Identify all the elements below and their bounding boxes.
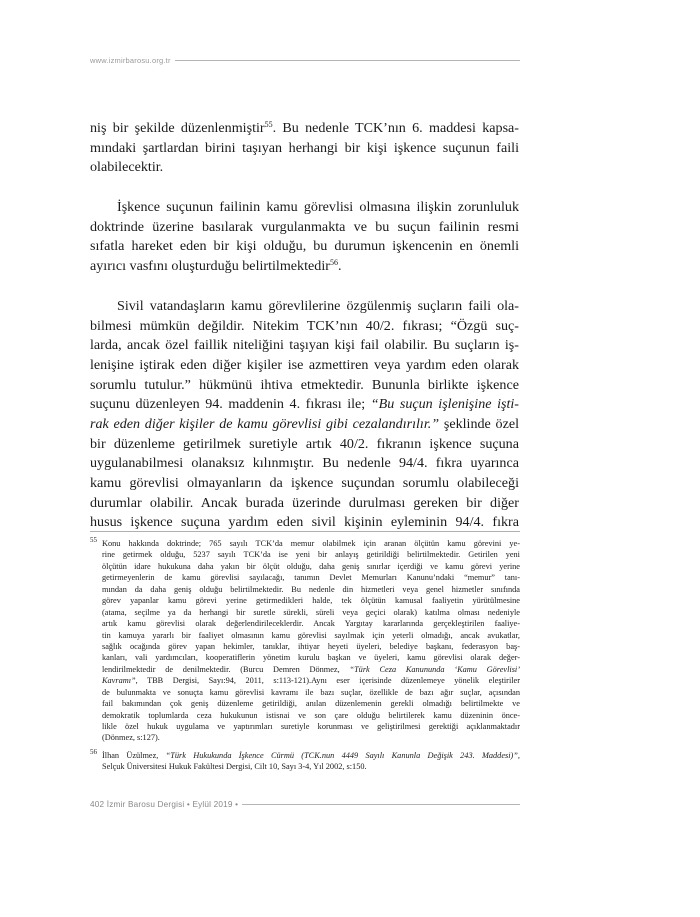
text-line: İşkence suçunun failinin kamu görevlisi olmasına ilişkin zorunluluk	[117, 199, 519, 216]
footnote-number: 56	[90, 747, 97, 756]
footnote-line: Kavramı”, TBB Dergisi, Sayı:94, 2011, s:113-121).Aynı eser içerisinde düzenlemeye yönelik eleştiriler	[102, 676, 520, 686]
footnote-line: de bulunmakta ve sonuçta kamu görevlisi kavramı ile bazı suçlar, özellikle de bazı ağır suçlar, açısından	[102, 687, 520, 697]
footnote-ref-56[interactable]: 56	[329, 258, 338, 268]
footnote-line: (atama, seçilme ya da herhangi bir suretle sürekli, süreli veya geçici olarak) katılma olması nedeniyle	[102, 607, 520, 617]
footnote-line: sağlık ocağında görev yapan hekimler, tanıklar, ihtiyar heyeti üyeleri, belediye başkanı, federasyon baş-	[102, 641, 520, 651]
footnote-line: görev yapanlar kamu görevi yerine getirmedikleri halde, tek ölçütün kamusal faaliyetin yürütülmesine	[102, 596, 520, 606]
text-line: lenişine iştirak eden diğer kişiler ise azmettiren veya yardım eden olarak	[90, 356, 519, 373]
text-line: larda, ancak özel faillik niteliğini taşıyan kişi fail olabilir. Bu suçların iş-	[90, 337, 519, 354]
footnote-line: demokratik toplumlarda ceza hukukunun istisnai ve son çare olduğu belirtilerek kamu düzeninin önce-	[102, 710, 520, 720]
footnote-line: lendirilmektedir de denilmektedir. (Burcu Demren Dönmez, “Türk Ceza Kanununda ‘Kamu Görevlisi’	[102, 664, 520, 674]
footer-rule	[242, 804, 520, 805]
footnotes	[90, 538, 520, 773]
text-line: sorumlu tutulur.” hükmünü ihtiva etmektedir. Bununla birlikte işkence	[90, 376, 519, 393]
footnote-line: tin kamuya yararlı bir faaliyet olmasının kamu görevlisi sayılmak için yeterli olmadığı, ancak avukatlar,	[102, 630, 520, 640]
italic-title: “Türk Hukukunda İşkence Cürmü (TCK.nun 4449 Sayılı Kanunla Değişik 243. Maddesi)”	[165, 750, 518, 760]
page-header	[90, 56, 520, 65]
footnote-ref-55[interactable]: 55	[264, 120, 273, 129]
footnote-line: mından da daha geniş olduğu belirtilmektedir. Bu nedenle din hizmetleri veya genel hizmetler sınıfında	[102, 584, 520, 594]
footnote-line: Konu hakkında doktrinde; 765 sayılı TCK’da memur olabilmek için aranan ölçütün kamu görevini ye-	[102, 539, 520, 548]
footnote-line: fail bakımından çok geniş düzenleme getirildiği, anılan düzenlemenin gerekli olmadığı belirtilmekte ve	[102, 699, 520, 709]
footnote-separator	[90, 531, 520, 532]
header-url[interactable]: www.izmirbarosu.org.tr	[90, 56, 171, 65]
text-line: mındaki şartlardan birini taşıyan herhangi bir kişi işkence suçunun faili	[90, 139, 519, 156]
text-line: sıfatla hareket eden bir kişi olduğu, bu durumun işkencenin en önemli	[90, 238, 519, 255]
page-footer	[90, 800, 520, 809]
text-line: niş bir şekilde düzenlenmiştir$^{55}$. Bu nedenle TCK’nın 6. maddesi kapsa-	[90, 120, 519, 136]
text-line: rak eden diğer kişiler de kamu görevlisi gibi cezalandırılır.” şeklinde özel	[90, 415, 520, 432]
footnote-line: artık kamu görevlisi olarak değerlendirileceklerdir. Ancak Yargıtay kararlarında gerçekleştirilen faaliye-	[102, 619, 520, 629]
text-line: bir düzenleme getirilmek suretiyle artık 40/2. fıkranın işkence suçuna	[90, 435, 519, 452]
text-line: ayırıcı vasfını oluşturduğu belirtilmektedir$^{56}$.	[90, 258, 342, 275]
paragraph	[90, 119, 519, 178]
text-line: doktrinde üzerine basılarak vurgulanmakta ve bu suçun failinin resmi	[90, 218, 519, 235]
italic-title: “Türk Ceza Kanununda ‘Kamu Görevlisi’	[349, 664, 520, 674]
text-line: durumlar olabilir. Ancak burada üzerinde durulması gereken bir diğer	[90, 494, 519, 511]
italic-quote: “Bu suçun işlenişine işti-	[370, 396, 519, 413]
footnote-line: rine getirmek olduğu, 5237 sayılı TCK’da ise yeni bir anlayış getirildiği belirtilmektedir. Getirilen yeni	[102, 550, 520, 560]
italic-quote: rak eden diğer kişiler de kamu görevlisi gibi cezalandırılır.”	[90, 415, 440, 432]
text-line: olabilecektir.	[90, 159, 164, 176]
footnote-55	[90, 538, 520, 744]
body-text	[90, 119, 519, 533]
footnote-line: (Dönmez, s:127).	[102, 733, 160, 743]
footnote-line: ölçütün idare hukukuna daha yakın bir ölçüt olduğu, daha geniş sınırlar içerdiği ve kamu görevi yerine	[102, 561, 520, 571]
italic-title: Kavramı”	[102, 676, 136, 686]
footnote-56	[90, 747, 520, 773]
text-line: uygulanabilmesi olanaksız kılınmıştır. Bu nedenle 94/4. fıkra uyarınca	[90, 455, 519, 472]
footnote-line: getirmeyenlerin de kamu görevlisi sayılacağı, tanımın Devlet Memurları Kanunu’ndaki “memur” tanı-	[102, 573, 520, 583]
footnote-line: likle özel hukuk uygulama ve yaptırımları suretiyle korunması ve geliştirilmesi gerektiği açıklanmaktadır	[102, 722, 520, 731]
paragraph	[90, 297, 519, 533]
text-line: husus işkence suçuna yardım eden sivil kişinin eyleminin 94/4. fıkra	[90, 514, 519, 531]
footnote-line: kanları, vali yardımcıları, kooperatiflerin yönetim kurulu başkan ve üyeleri, kamu görevlisi olarak değer-	[102, 653, 520, 663]
paragraph	[90, 198, 519, 277]
text-line: Sivil vatandaşların kamu görevlilerine özgülenmiş suçların faili ola-	[117, 297, 519, 314]
footnote-number: 55	[90, 536, 97, 544]
footnote-line: İlhan Üzülmez, “Türk Hukukunda İşkence Cürmü (TCK.nun 4449 Sayılı Kanunla Değişik 243. Maddesi)”,	[102, 750, 520, 760]
footer-text: 402 İzmir Barosu Dergisi • Eylül 2019 •	[90, 800, 239, 809]
footnote-line: Selçuk Üniversitesi Hukuk Fakültesi Dergisi, Cilt 10, Sayı 3-4, Yıl 2002, s:150.	[102, 762, 367, 772]
text-line: bilmesi mümkün değildir. Nitekim TCK’nın 40/2. fıkrası; “Özgü suç-	[90, 317, 519, 334]
header-rule	[175, 60, 520, 61]
text-line: suçunu düzenleyen 94. maddenin 4. fıkrası ile; “Bu suçun işlenişine işti-	[90, 396, 519, 413]
text-line: kamu görevlisi olmayanların da işkence suçundan sorumlu olabileceği	[90, 475, 519, 491]
